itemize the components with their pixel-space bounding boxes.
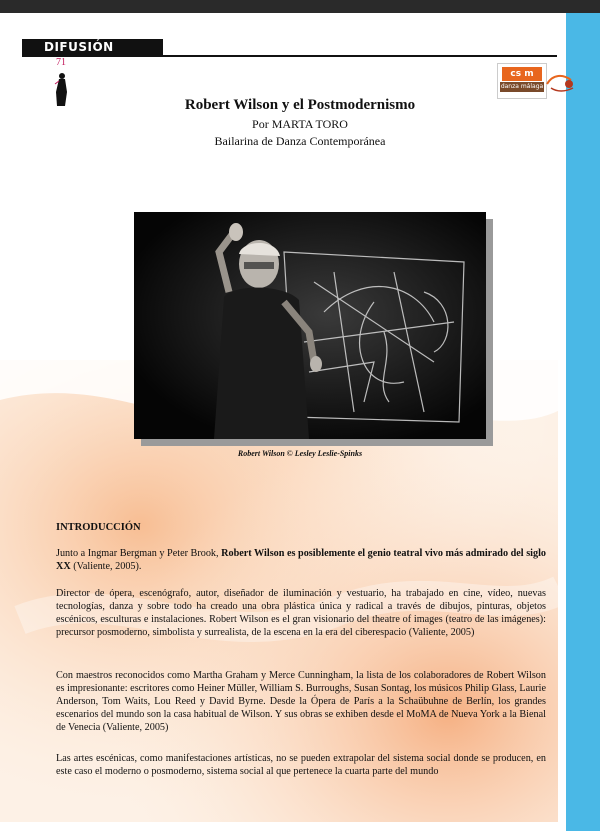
robert-wilson-photo — [134, 212, 486, 439]
logo-bottom-text: danza málaga — [500, 83, 544, 90]
paragraph-4: Las artes escénicas, como manifestaciones artísticas, no se pueden extrapolar del sistema social donde se producen, en este caso el moderno o posmoderno, sistema social al que pertenece la cuarta parte del mundo — [56, 753, 546, 777]
author-role: Bailarina de Danza Contemporánea — [214, 134, 386, 148]
paragraph-2: Director de ópera, escenógrafo, autor, diseñador de iluminación y vestuario, ha trabajado en cine, vídeo, nuevas tecnologías, danza y sobre todo ha creado una obra plástica única y radical a través de dibujos, pinturas, objetos escénicos, esculturas e instalaciones. Robert Wilson es el gran visionario del theatre of images (teatro de las imágenes): precursor posmoderno, simbolista y surrealista, de la escena en la era del ciberespacio (Valiente, 2005) — [56, 588, 546, 638]
paragraph-1-bold: Robert Wilson es posiblemente el genio teatral vivo más admirado del siglo XX — [56, 548, 547, 572]
csm-danza-malaga-logo — [497, 63, 547, 99]
article-title: Robert Wilson y el Postmodernismo — [184, 97, 416, 113]
photo-caption: Robert Wilson © Lesley Leslie-Spinks — [237, 449, 363, 458]
photo-image — [134, 212, 486, 439]
paragraph-1 — [56, 547, 546, 573]
paragraph-1-start: Junto a Ingmar Bergman y Peter Brook, — [56, 548, 222, 559]
header-rule — [22, 55, 557, 57]
paragraph-3: Con maestros reconocidos como Martha Graham y Merce Cunningham, la lista de los colaboradores de Robert Wilson es impresionante: escritores como Heiner Müller, William S. Burroughs, Susan Sontag, los músicos Philip Glass, Laurie Anderson, Tom Waits, Lou Reed y David Byrne. Desde la Ópera de París a la Schaübuhne de Berlín, los grandes escenarios del mundo son la casa habitual de Wilson. Y sus obras se exhiben desde el MoMA de Nueva York a la Bienal de Venecia (Valiente, 2005) — [56, 670, 546, 733]
article-byline: Por MARTA TORO — [252, 117, 348, 131]
section-label: DIFUSIÓN — [44, 40, 114, 54]
top-border — [0, 0, 600, 13]
bottom-margin — [0, 822, 560, 831]
page-number: 71 — [56, 57, 66, 68]
logo-top-text: cs m — [502, 67, 542, 81]
section-heading: INTRODUCCIÓN — [56, 522, 141, 533]
logo-ornament-icon — [545, 70, 575, 96]
paragraph-1-end: (Valiente, 2005). — [70, 561, 142, 572]
